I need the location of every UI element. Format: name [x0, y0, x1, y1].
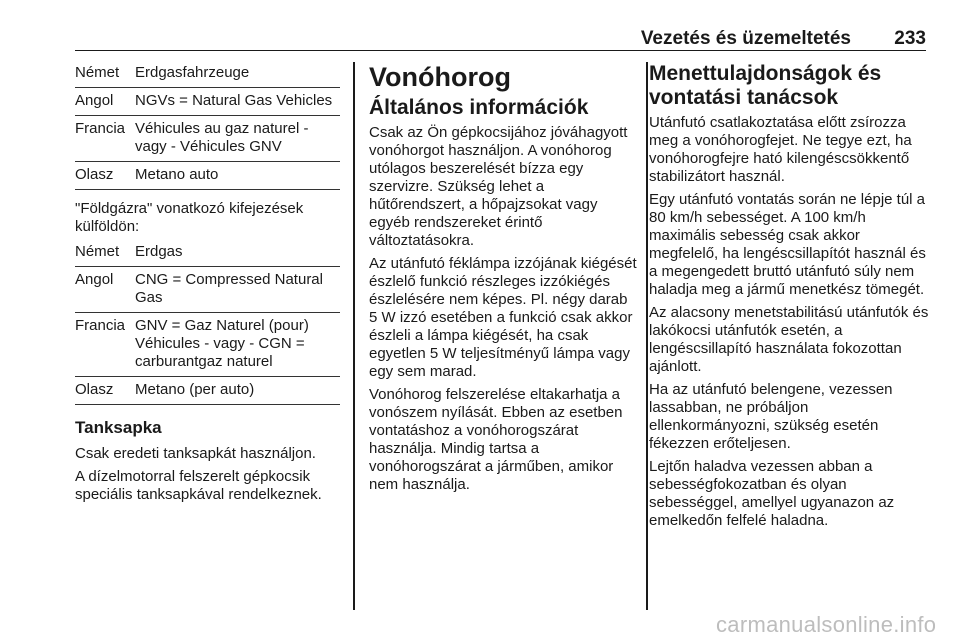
term-cell: Metano (per auto) [135, 381, 255, 398]
section-heading-tank-cap: Tanksapka [75, 418, 162, 437]
table-row [75, 241, 340, 267]
page-title: Vezetés és üzemeltetés [640, 28, 851, 49]
language-cell: Angol [75, 271, 114, 288]
terms-table-vehicles [75, 62, 340, 190]
paragraph: Az utánfutó féklámpa izzójának kiégését észlelő funkció részleges izzókiégés észlelésére nem képes. Pl. négy darab 5 W izzó esetében a funkció csak akkor észleli a lámpa kiégését, ha csak egyetlen 5 W teljesítményű lámpa vagy egy sem marad. [369, 255, 637, 380]
table-row [75, 162, 340, 190]
column-middle [369, 62, 637, 499]
paragraph: Utánfutó csatlakoztatása előtt zsírozza meg a vonóhorogfejet. Ne tegye ezt, ha vonóhorogfejre ható kilengéscsökkentő stabilizátort használ. [649, 114, 912, 185]
term-cell: NGVs = Natural Gas Vehicles [135, 92, 333, 109]
language-cell: Német [75, 243, 120, 260]
language-cell: Olasz [75, 381, 114, 398]
table-row [75, 88, 340, 116]
paragraph: Lejtőn haladva vezessen abban a sebességfokozatban és olyan sebességgel, amellyel ugyanazon az emelkedőn felfelé haladna. [649, 458, 895, 529]
subsection-heading-driving-tips: Menettulajdonságok és vontatási tanácsok [649, 62, 882, 109]
language-cell: Olasz [75, 166, 114, 183]
terms-intro: "Földgázra" vonatkozó kifejezések külföldön: [75, 200, 304, 235]
column-divider [646, 62, 648, 610]
column-left [75, 62, 340, 509]
column-right [649, 62, 929, 535]
table-row [75, 313, 340, 377]
table-row [75, 267, 340, 313]
term-cell: Erdgas [135, 243, 183, 260]
watermark-text: carmanualsonline.info [716, 612, 937, 637]
term-cell: Erdgasfahrzeuge [135, 64, 250, 81]
language-cell: Francia [75, 317, 126, 334]
page-header [75, 28, 926, 51]
paragraph: A dízelmotorral felszerelt gépkocsik speciális tanksapkával rendelkeznek. [75, 468, 322, 503]
term-cell: Véhicules au gaz naturel - vagy - Véhicules GNV [135, 120, 309, 155]
page-number: 233 [894, 28, 926, 49]
section-heading-towbar: Vonóhorog [369, 62, 511, 92]
terms-table-gas [75, 241, 340, 405]
table-row [75, 116, 340, 162]
table-row [75, 377, 340, 405]
paragraph: Vonóhorog felszerelése eltakarhatja a vonószem nyílását. Ebben az esetben vontatáshoz a vonóhorogszárat használja. Mindig tartsa a vonóhorogszárat a járműben, amikor nem használja. [369, 386, 623, 493]
language-cell: Német [75, 64, 120, 81]
table-row [75, 62, 340, 88]
paragraph: Egy utánfutó vontatás során ne lépje túl a 80 km/h sebességet. A 100 km/h maximális sebesség csak akkor megfelelő, ha lengéscsillapítót használ és a megengedett bruttó utánfutó súly nem haladja meg a jármű menetkész tömegét. [649, 191, 926, 298]
language-cell: Angol [75, 92, 114, 109]
language-cell: Francia [75, 120, 126, 137]
paragraph: Csak az Ön gépkocsijához jóváhagyott vonóhorgot használjon. A vonóhorog utólagos beszerelését bízza egy szervizre. Szükség lehet a hűtőrendszert, a hőpajzsokat vagy egyéb rendszereket érintő változtatásokra. [369, 124, 628, 249]
column-divider [353, 62, 355, 610]
term-cell: GNV = Gaz Naturel (pour) Véhicules - vagy - CGN = carburantgaz naturel [135, 317, 309, 370]
paragraph: Az alacsony menetstabilitású utánfutók és lakókocsi utánfutók esetén, a lengéscsillapító használata fokozottan ajánlott. [649, 304, 929, 375]
term-cell: Metano auto [135, 166, 219, 183]
term-cell: CNG = Compressed Natural Gas [135, 271, 323, 306]
paragraph: Ha az utánfutó belengene, vezessen lassabban, ne próbáljon ellenkormányozni, szükség esetén fékezzen erőteljesen. [649, 381, 893, 452]
paragraph: Csak eredeti tanksapkát használjon. [75, 445, 316, 462]
subsection-heading-general: Általános információk [369, 96, 589, 119]
